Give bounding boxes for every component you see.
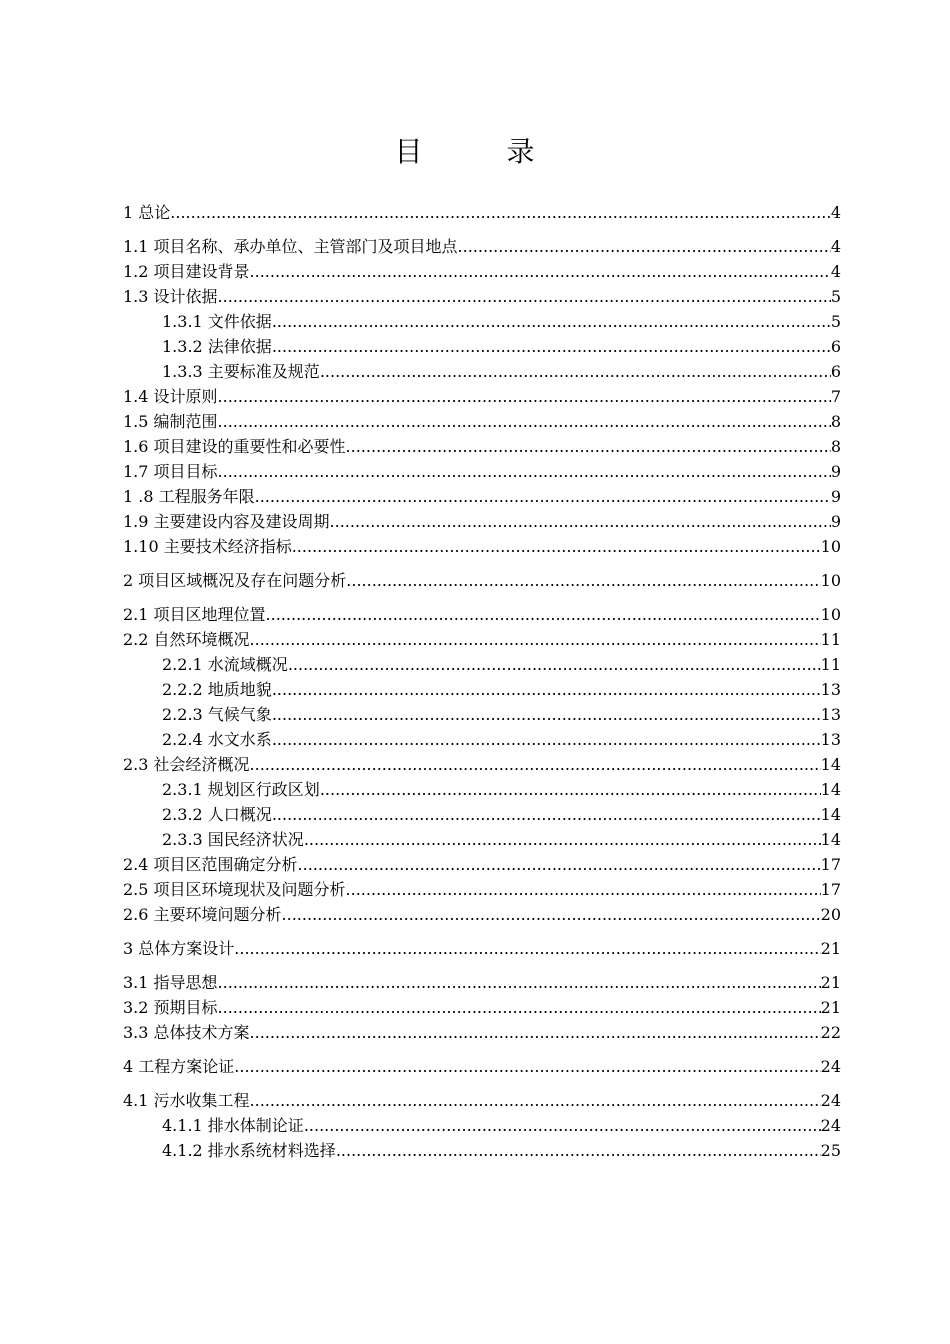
toc-entry-page-number: 9 bbox=[830, 462, 841, 481]
toc-entry-label: 1.3.2 法律依据 bbox=[162, 337, 272, 356]
toc-entry[interactable] bbox=[123, 359, 841, 384]
toc-entry-label: 4.1.2 排水系统材料选择 bbox=[162, 1141, 336, 1160]
toc-entry[interactable] bbox=[123, 827, 841, 852]
toc-entry-page-number: 21 bbox=[820, 998, 841, 1017]
toc-dot-leader bbox=[282, 902, 821, 927]
toc-entry[interactable] bbox=[123, 1088, 841, 1113]
toc-entry[interactable] bbox=[123, 259, 841, 284]
toc-entry-label: 1.9 主要建设内容及建设周期 bbox=[123, 512, 330, 531]
toc-entry[interactable] bbox=[123, 602, 841, 627]
toc-entry-label: 2.3 社会经济概况 bbox=[123, 755, 250, 774]
toc-dot-leader bbox=[250, 752, 821, 777]
toc-entry[interactable] bbox=[123, 234, 841, 259]
toc-entry-page-number: 14 bbox=[820, 830, 841, 849]
toc-entry-label: 1.1 项目名称、承办单位、主管部门及项目地点 bbox=[123, 237, 458, 256]
toc-entry[interactable] bbox=[123, 852, 841, 877]
toc-entry[interactable] bbox=[123, 459, 841, 484]
toc-entry-label: 1.4 设计原则 bbox=[123, 387, 218, 406]
toc-dot-leader bbox=[304, 827, 821, 852]
toc-dot-leader bbox=[330, 509, 831, 534]
toc-entry[interactable] bbox=[123, 534, 841, 559]
toc-dot-leader bbox=[346, 568, 820, 593]
toc-entry-page-number: 11 bbox=[820, 655, 841, 674]
toc-entry-label: 1.6 项目建设的重要性和必要性 bbox=[123, 437, 346, 456]
toc-entry-label: 1.3.3 主要标准及规范 bbox=[162, 362, 320, 381]
toc-entry[interactable] bbox=[123, 995, 841, 1020]
toc-dot-leader bbox=[298, 852, 821, 877]
toc-entry-page-number: 20 bbox=[820, 905, 841, 924]
toc-entry[interactable] bbox=[123, 677, 841, 702]
toc-entry-page-number: 10 bbox=[820, 571, 841, 590]
toc-entry[interactable] bbox=[123, 777, 841, 802]
toc-entry[interactable] bbox=[123, 627, 841, 652]
toc-entry-page-number: 6 bbox=[830, 362, 841, 381]
toc-entry[interactable] bbox=[123, 309, 841, 334]
toc-entry-page-number: 11 bbox=[820, 630, 841, 649]
toc-dot-leader bbox=[272, 677, 821, 702]
toc-entry-page-number: 8 bbox=[830, 412, 841, 431]
toc-entry-page-number: 24 bbox=[820, 1116, 841, 1135]
toc-dot-leader bbox=[288, 652, 821, 677]
toc-entry-label: 3.2 预期目标 bbox=[123, 998, 218, 1017]
toc-entry-label: 2.1 项目区地理位置 bbox=[123, 605, 266, 624]
toc-entry[interactable] bbox=[123, 802, 841, 827]
toc-entry[interactable] bbox=[123, 702, 841, 727]
toc-entry-label: 2.5 项目区环境现状及问题分析 bbox=[123, 880, 346, 899]
toc-entry[interactable] bbox=[123, 484, 841, 509]
toc-entry-label: 4 工程方案论证 bbox=[123, 1057, 235, 1076]
toc-entry[interactable] bbox=[123, 284, 841, 309]
toc-dot-leader bbox=[272, 727, 821, 752]
toc-entry[interactable] bbox=[123, 752, 841, 777]
toc-entry-page-number: 17 bbox=[820, 880, 841, 899]
toc-entry-page-number: 22 bbox=[820, 1023, 841, 1042]
toc-entry-page-number: 4 bbox=[830, 237, 841, 256]
toc-entry-page-number: 10 bbox=[820, 537, 841, 556]
toc-entry-page-number: 10 bbox=[820, 605, 841, 624]
toc-entry-label: 2.2.1 水流域概况 bbox=[162, 655, 288, 674]
toc-entry-label: 2 项目区域概况及存在问题分析 bbox=[123, 571, 347, 590]
toc-dot-leader bbox=[250, 1088, 821, 1113]
toc-entry[interactable] bbox=[123, 1020, 841, 1045]
toc-dot-leader bbox=[292, 534, 821, 559]
toc-entry-page-number: 13 bbox=[820, 730, 841, 749]
toc-entry-label: 2.3.1 规划区行政区划 bbox=[162, 780, 320, 799]
toc-entry[interactable] bbox=[123, 936, 841, 961]
toc-entry[interactable] bbox=[123, 902, 841, 927]
toc-entry-page-number: 13 bbox=[820, 680, 841, 699]
toc-entry-page-number: 8 bbox=[830, 437, 841, 456]
toc-entry[interactable] bbox=[123, 384, 841, 409]
toc-dot-leader bbox=[304, 1113, 821, 1138]
toc-entry-page-number: 24 bbox=[820, 1057, 841, 1076]
toc-entry-label: 2.3.2 人口概况 bbox=[162, 805, 272, 824]
toc-entry-page-number: 13 bbox=[820, 705, 841, 724]
toc-entry-page-number: 21 bbox=[820, 939, 841, 958]
toc-dot-leader bbox=[336, 1138, 821, 1163]
toc-dot-leader bbox=[266, 602, 821, 627]
toc-entry[interactable] bbox=[123, 727, 841, 752]
toc-entry-page-number: 14 bbox=[820, 805, 841, 824]
toc-entry-page-number: 25 bbox=[820, 1141, 841, 1160]
toc-entry-page-number: 4 bbox=[830, 203, 841, 222]
toc-list bbox=[123, 200, 841, 1163]
toc-entry-page-number: 5 bbox=[830, 287, 841, 306]
toc-entry[interactable] bbox=[123, 568, 841, 593]
toc-dot-leader bbox=[250, 259, 831, 284]
toc-dot-leader bbox=[218, 459, 831, 484]
toc-dot-leader bbox=[458, 234, 831, 259]
toc-dot-leader bbox=[218, 995, 821, 1020]
toc-entry-page-number: 17 bbox=[820, 855, 841, 874]
toc-dot-leader bbox=[250, 627, 821, 652]
toc-entry[interactable] bbox=[123, 509, 841, 534]
toc-dot-leader bbox=[170, 200, 831, 225]
toc-entry[interactable] bbox=[123, 970, 841, 995]
toc-dot-leader bbox=[346, 877, 821, 902]
toc-entry[interactable] bbox=[123, 334, 841, 359]
toc-entry[interactable] bbox=[123, 409, 841, 434]
toc-dot-leader bbox=[272, 309, 831, 334]
toc-entry-page-number: 5 bbox=[830, 312, 841, 331]
toc-entry-label: 4.1 污水收集工程 bbox=[123, 1091, 250, 1110]
toc-title: 目录 bbox=[394, 135, 619, 168]
toc-entry[interactable] bbox=[123, 1113, 841, 1138]
toc-entry-label: 1.5 编制范围 bbox=[123, 412, 218, 431]
toc-entry-page-number: 7 bbox=[830, 387, 841, 406]
toc-entry-label: 3.3 总体技术方案 bbox=[123, 1023, 250, 1042]
toc-entry-label: 1.10 主要技术经济指标 bbox=[123, 537, 292, 556]
toc-dot-leader bbox=[346, 434, 831, 459]
toc-dot-leader bbox=[255, 484, 831, 509]
toc-entry[interactable] bbox=[123, 200, 841, 225]
toc-entry-page-number: 24 bbox=[820, 1091, 841, 1110]
toc-entry-page-number: 9 bbox=[830, 512, 841, 531]
toc-entry-label: 2.2.3 气候气象 bbox=[162, 705, 272, 724]
toc-entry-page-number: 14 bbox=[820, 780, 841, 799]
toc-entry-label: 2.4 项目区范围确定分析 bbox=[123, 855, 298, 874]
toc-entry[interactable] bbox=[123, 1138, 841, 1163]
toc-entry-label: 2.3.3 国民经济状况 bbox=[162, 830, 304, 849]
toc-dot-leader bbox=[272, 334, 831, 359]
toc-entry-label: 1 .8 工程服务年限 bbox=[123, 487, 255, 506]
toc-entry-label: 3.1 指导思想 bbox=[123, 973, 218, 992]
toc-entry-label: 1.2 项目建设背景 bbox=[123, 262, 250, 281]
toc-entry[interactable] bbox=[123, 1054, 841, 1079]
toc-entry-label: 4.1.1 排水体制论证 bbox=[162, 1116, 304, 1135]
toc-dot-leader bbox=[218, 384, 831, 409]
toc-entry-label: 2.2.4 水文水系 bbox=[162, 730, 272, 749]
toc-dot-leader bbox=[234, 1054, 820, 1079]
toc-entry-label: 1.3 设计依据 bbox=[123, 287, 218, 306]
toc-dot-leader bbox=[218, 409, 831, 434]
toc-entry-page-number: 6 bbox=[830, 337, 841, 356]
toc-entry-label: 1.3.1 文件依据 bbox=[162, 312, 272, 331]
toc-entry-label: 2.6 主要环境问题分析 bbox=[123, 905, 282, 924]
toc-dot-leader bbox=[320, 359, 831, 384]
toc-entry-label: 1 总论 bbox=[123, 203, 171, 222]
toc-dot-leader bbox=[272, 702, 821, 727]
toc-dot-leader bbox=[218, 284, 831, 309]
toc-entry[interactable] bbox=[123, 652, 841, 677]
toc-entry-page-number: 21 bbox=[820, 973, 841, 992]
toc-entry[interactable] bbox=[123, 434, 841, 459]
toc-dot-leader bbox=[272, 802, 821, 827]
toc-entry[interactable] bbox=[123, 877, 841, 902]
toc-entry-page-number: 4 bbox=[830, 262, 841, 281]
toc-entry-label: 1.7 项目目标 bbox=[123, 462, 218, 481]
toc-entry-label: 2.2 自然环境概况 bbox=[123, 630, 250, 649]
toc-entry-page-number: 9 bbox=[830, 487, 841, 506]
toc-dot-leader bbox=[234, 936, 820, 961]
toc-entry-label: 3 总体方案设计 bbox=[123, 939, 235, 958]
toc-entry-page-number: 14 bbox=[820, 755, 841, 774]
toc-dot-leader bbox=[250, 1020, 821, 1045]
toc-dot-leader bbox=[320, 777, 821, 802]
toc-entry-label: 2.2.2 地质地貌 bbox=[162, 680, 272, 699]
toc-dot-leader bbox=[218, 970, 821, 995]
